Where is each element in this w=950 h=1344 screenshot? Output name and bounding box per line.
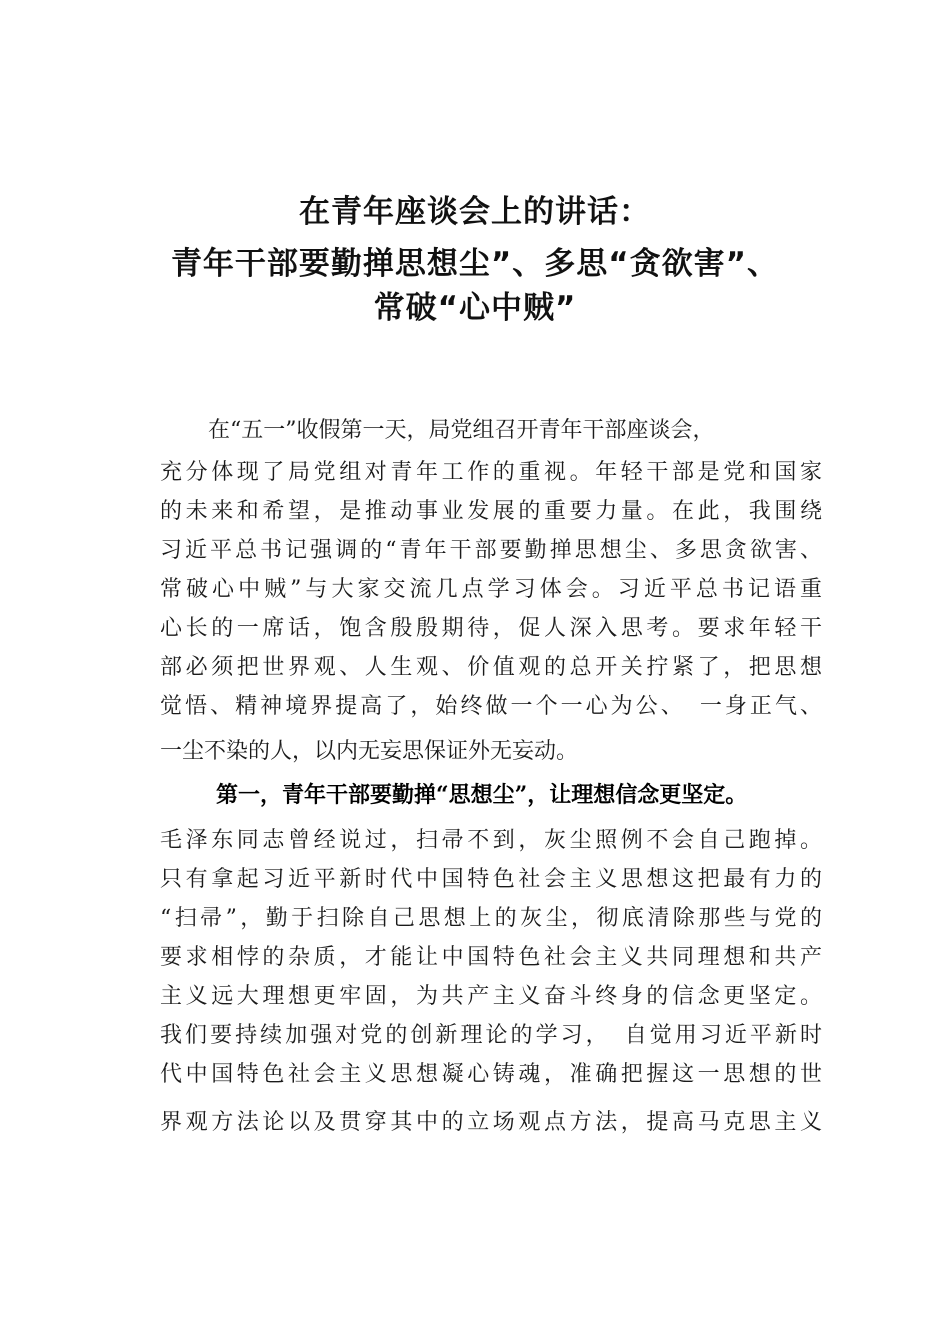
section-body-line: 界观方法论以及贯穿其中的立场观点方法，提高马克思主义 (160, 1110, 822, 1135)
intro-line: 常破心中贼”与大家交流几点学习体会。习近平总书记语重 (160, 577, 822, 602)
intro-line: 觉悟、精神境界提高了，始终做一个一心为公、 一身正气、 (160, 694, 822, 719)
section-body-line: 主义远大理想更牢固，为共产主义奋斗终身的信念更坚定。 (160, 984, 822, 1009)
intro-line: 充分体现了局党组对青年工作的重视。年轻干部是党和国家 (160, 460, 822, 485)
intro-line: 心长的一席话，饱含殷殷期待，促人深入思考。要求年轻干 (160, 616, 822, 641)
section-body-line: 我们要持续加强对党的创新理论的学习， 自觉用习近平新时 (160, 1023, 822, 1048)
intro-line: 的未来和希望，是推动事业发展的重要力量。在此，我围绕 (160, 499, 822, 524)
intro-line: 部必须把世界观、人生观、价值观的总开关拧紧了，把思想 (160, 655, 822, 680)
intro-line: 在“五一”收假第一天，局党组召开青年干部座谈会， (208, 418, 715, 443)
section-body-line: “扫帚”，勤于扫除自己思想上的灰尘，彻底清除那些与党的 (160, 906, 822, 931)
title-line-1: 在青年座谈会上的讲话： (299, 194, 651, 230)
section-heading-1: 第一，青年干部要勤掸“思想尘”，让理想信念更坚定。 (216, 782, 748, 808)
section-body-line: 要求相悖的杂质，才能让中国特色社会主义共同理想和共产 (160, 945, 822, 970)
section-body-line: 毛泽东同志曾经说过，扫帚不到，灰尘照例不会自己跑掉。 (160, 828, 822, 853)
section-body-line: 代中国特色社会主义思想凝心铸魂，准确把握这一思想的世 (160, 1062, 822, 1087)
title-line-2: 青年干部要勤掸思想尘”、多思“贪欲害”、 (170, 246, 780, 282)
title-line-3: 常破“心中贼” (373, 290, 577, 326)
section-body-line: 只有拿起习近平新时代中国特色社会主义思想这把最有力的 (160, 867, 822, 892)
intro-line: 习近平总书记强调的“青年干部要勤掸思想尘、多思贪欲害、 (160, 538, 822, 563)
intro-line: 一尘不染的人，以内无妄思保证外无妄动。 (160, 739, 579, 764)
